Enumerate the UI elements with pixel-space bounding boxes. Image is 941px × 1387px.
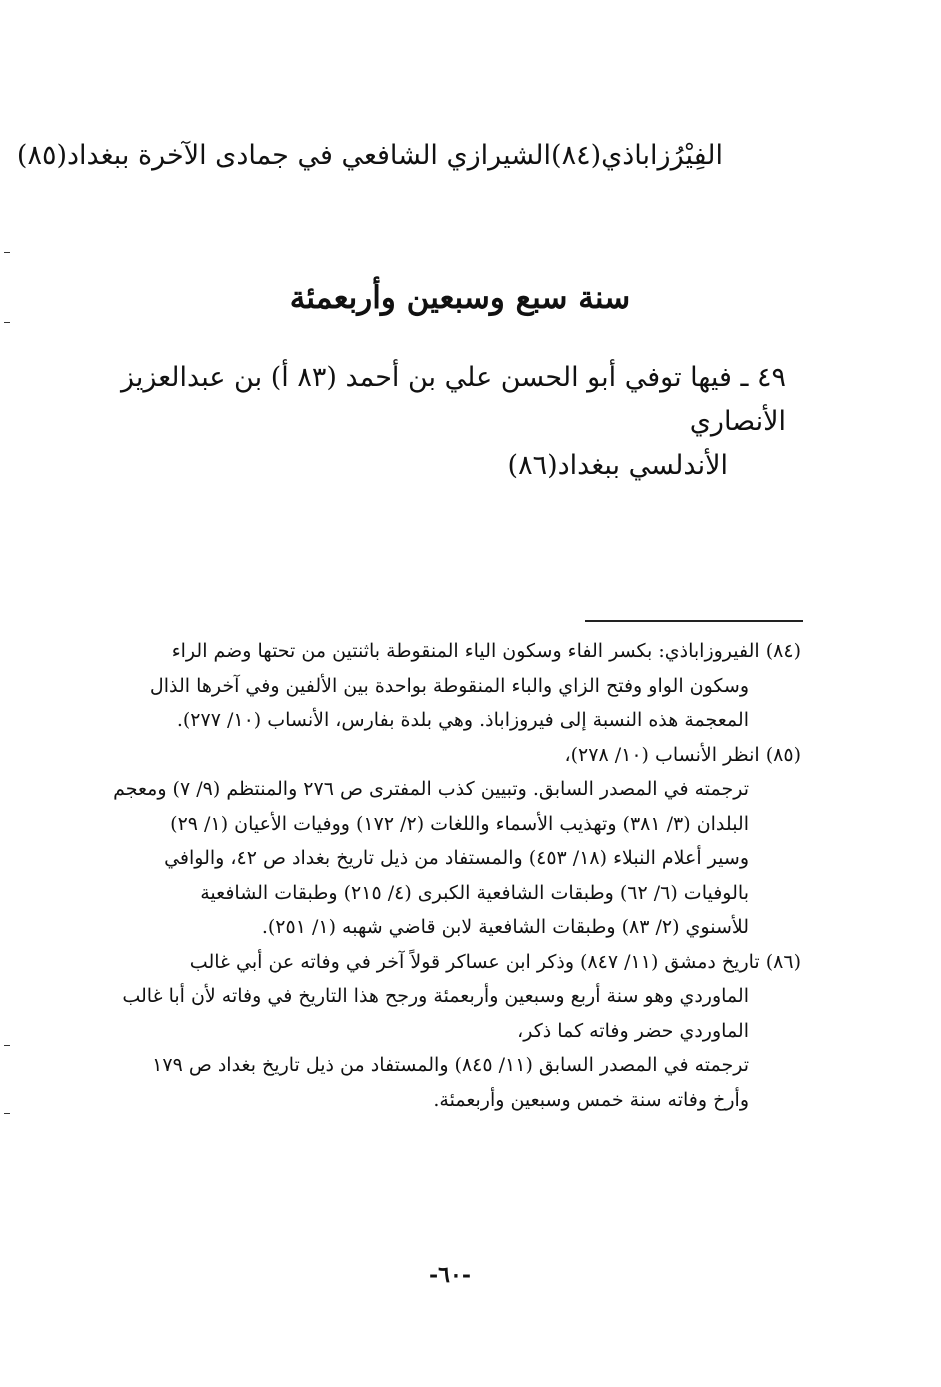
footnote-85: [101, 738, 801, 945]
footnote-line: المعجمة هذه النسبة إلى فيروزاباذ. وهي بلدة بفارس، الأنساب (١٠/ ٢٧٧).: [176, 709, 749, 731]
entry-line-1: ٤٩ ـ فيها توفي أبو الحسن علي بن أحمد (٨٣ أ) بن عبدالعزيز الأنصاري: [120, 362, 786, 437]
continuation-line: الفِيْرُزاباذي(٨٤)الشيرازي الشافعي في جمادى الآخرة ببغداد(٨٥): [16, 140, 723, 171]
footnote-line: وأرخ وفاته سنة خمس وسبعين وأربعمئة.: [433, 1088, 749, 1111]
footnote-line: (٨٥) انظر الأنساب (١٠/ ٢٧٨)،: [564, 743, 801, 766]
scan-mark: [4, 1113, 10, 1114]
footnote-line: وسكون الواو وفتح الزاي والباء المنقوطة بواحدة بين الألفين وفي آخرها الذال: [149, 674, 749, 697]
footnote-86: [101, 945, 801, 1118]
footnote-line: (٨٤) الفيروزاباذي: بكسر الفاء وسكون الياء المنقوطة باثنتين من تحتها وضم الراء: [171, 640, 801, 662]
footnote-line: الماوردي حضر وفاته كما ذكر،: [517, 1019, 749, 1042]
footnote-separator: [585, 620, 803, 622]
scan-mark: [4, 322, 10, 323]
footnote-line: الماوردي وهو سنة أربع وسبعين وأربعمئة ورجح هذا التاريخ في وفاته لأن أبا غالب: [122, 985, 749, 1007]
footnote-84: [101, 634, 801, 738]
footnote-line: بالوفيات (٦/ ٦٢) وطبقات الشافعية الكبرى (٤/ ٢١٥) وطبقات الشافعية: [200, 881, 749, 904]
entry-line-2: الأندلسي ببغداد(٨٦): [507, 450, 728, 481]
scan-mark: [4, 252, 10, 253]
scan-mark: [4, 1045, 10, 1046]
entry-49: [86, 356, 786, 488]
page-number: -٦٠-: [429, 1262, 471, 1288]
footnote-line: وسير أعلام النبلاء (١٨/ ٤٥٣) والمستفاد من ذيل تاريخ بغداد ص ٤٢، والوافي: [164, 847, 749, 869]
footnote-line: (٨٦) تاريخ دمشق (١١/ ٨٤٧) وذكر ابن عساكر قولاً آخر في وفاته عن أبي غالب: [189, 950, 801, 973]
footnote-line: ترجمته في المصدر السابق. وتبيين كذب المفترى ص ٢٧٦ والمنتظم (٩/ ٧) ومعجم: [113, 778, 749, 800]
footnotes: [101, 634, 801, 1117]
footnote-line: ترجمته في المصدر السابق (١١/ ٨٤٥) والمستفاد من ذيل تاريخ بغداد ص ١٧٩: [152, 1054, 749, 1076]
footnote-line: البلدان (٣/ ٣٨١) وتهذيب الأسماء واللغات (٢/ ١٧٢) ووفيات الأعيان (١/ ٢٩): [170, 812, 749, 835]
footnote-line: للأسنوي (٢/ ٨٣) وطبقات الشافعية لابن قاضي شهبه (١/ ٢٥١).: [261, 916, 749, 938]
section-title: سنة سبع وسبعين وأربعمئة: [289, 280, 631, 316]
